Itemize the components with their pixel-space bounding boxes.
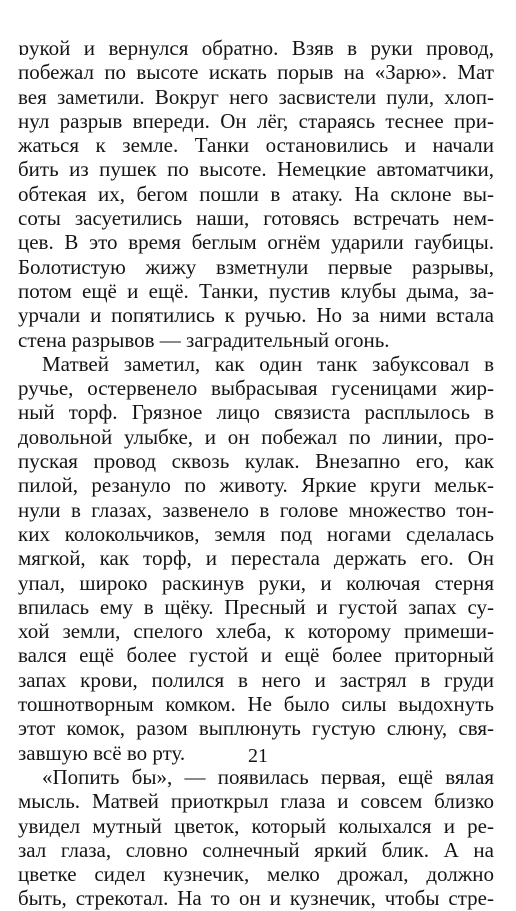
text-line: ручье, остервенело выбрасывая гусеницами жир- [18,376,494,401]
page-number: 21 [248,745,268,767]
text-line: завшую всё во рту. [18,740,186,765]
text-line: жаться к земле. Танки остановились и начали [18,133,494,158]
paragraph-first-line: «Попить бы», — появилась первая, ещё вялая [42,764,494,789]
text-line: обтекая их, бегом пошли в атаку. На склоне вы- [18,181,494,206]
text-line: побежал по высоте искать порыв на «Зарю». Мат [18,60,494,85]
text-line: запах крови, полился в него и застрял в груди [18,667,494,692]
paragraph-first-line: Матвей заметил, как один танк забуксовал в [42,351,494,376]
text-line: довольной улыбке, и он побежал по линии, про- [18,424,494,449]
text-line: Болотистую жижу взметнули первые разрывы, [18,254,494,279]
text-line: нул разрыв впереди. Он лёг, стараясь теснее при- [18,108,494,133]
text-line: нули в глазах, зазвенело в голове множество тон- [18,497,494,522]
text-line: цветке сидел кузнечик, мелко дрожал, должно [18,862,494,887]
text-line: пилой, резануло по животу. Яркие круги мельк- [18,473,494,498]
text-line: ный торф. Грязное лицо связиста расплылось в [18,400,494,425]
text-line: вался ещё более густой и ещё более приторный [18,643,494,668]
text-line: бить из пушек по высоте. Немецкие автоматчики, [18,157,494,182]
text-line: стена разрывов — заградительный огонь. [18,327,390,352]
text-line: этот комок, разом выплюнуть густую слюну, свя- [18,716,494,741]
text-line: ких колокольчиков, земля под ногами сделалась [18,521,494,546]
text-line: мысль. Матвей приоткрыл глаза и совсем близко [18,789,494,814]
text-line: зал глаза, словно солнечный яркий блик. А на [18,837,494,862]
text-line: впилась ему в щёку. Пресный и густой запах су- [18,594,494,619]
text-line: ɒукой и вернулся обратно. Взяв в руки провод, [18,36,494,60]
text-line: быть, стрекотал. На то он и кузнечик, чтобы стре- [18,886,494,911]
body-text [18,36,494,911]
text-line: цев. В это время беглым огнём ударили гаубицы. [18,230,494,255]
text-line: соты засуетились наши, готовясь встречать нем- [18,206,494,231]
text-line: урчали и попятились к ручью. Но за ними встала [18,303,494,328]
text-line: тошнотворным комком. Не было силы выдохнуть [18,692,494,717]
text-line: вея заметили. Вокруг него засвистели пули, хлоп- [18,84,494,109]
text-line: упал, широко раскинув руки, и колючая стерня [18,570,494,595]
text-line: хой земли, спелого хлеба, к которому примеши- [18,619,494,644]
text-line: мягкой, как торф, и перестала держать его. Он [18,546,494,571]
text-line: пуская провод сквозь кулак. Внезапно его, как [18,449,494,474]
text-line: потом ещё и ещё. Танки, пустив клубы дыма, за- [18,278,494,303]
text-line: увидел мутный цветок, который колыхался и ре- [18,813,494,838]
